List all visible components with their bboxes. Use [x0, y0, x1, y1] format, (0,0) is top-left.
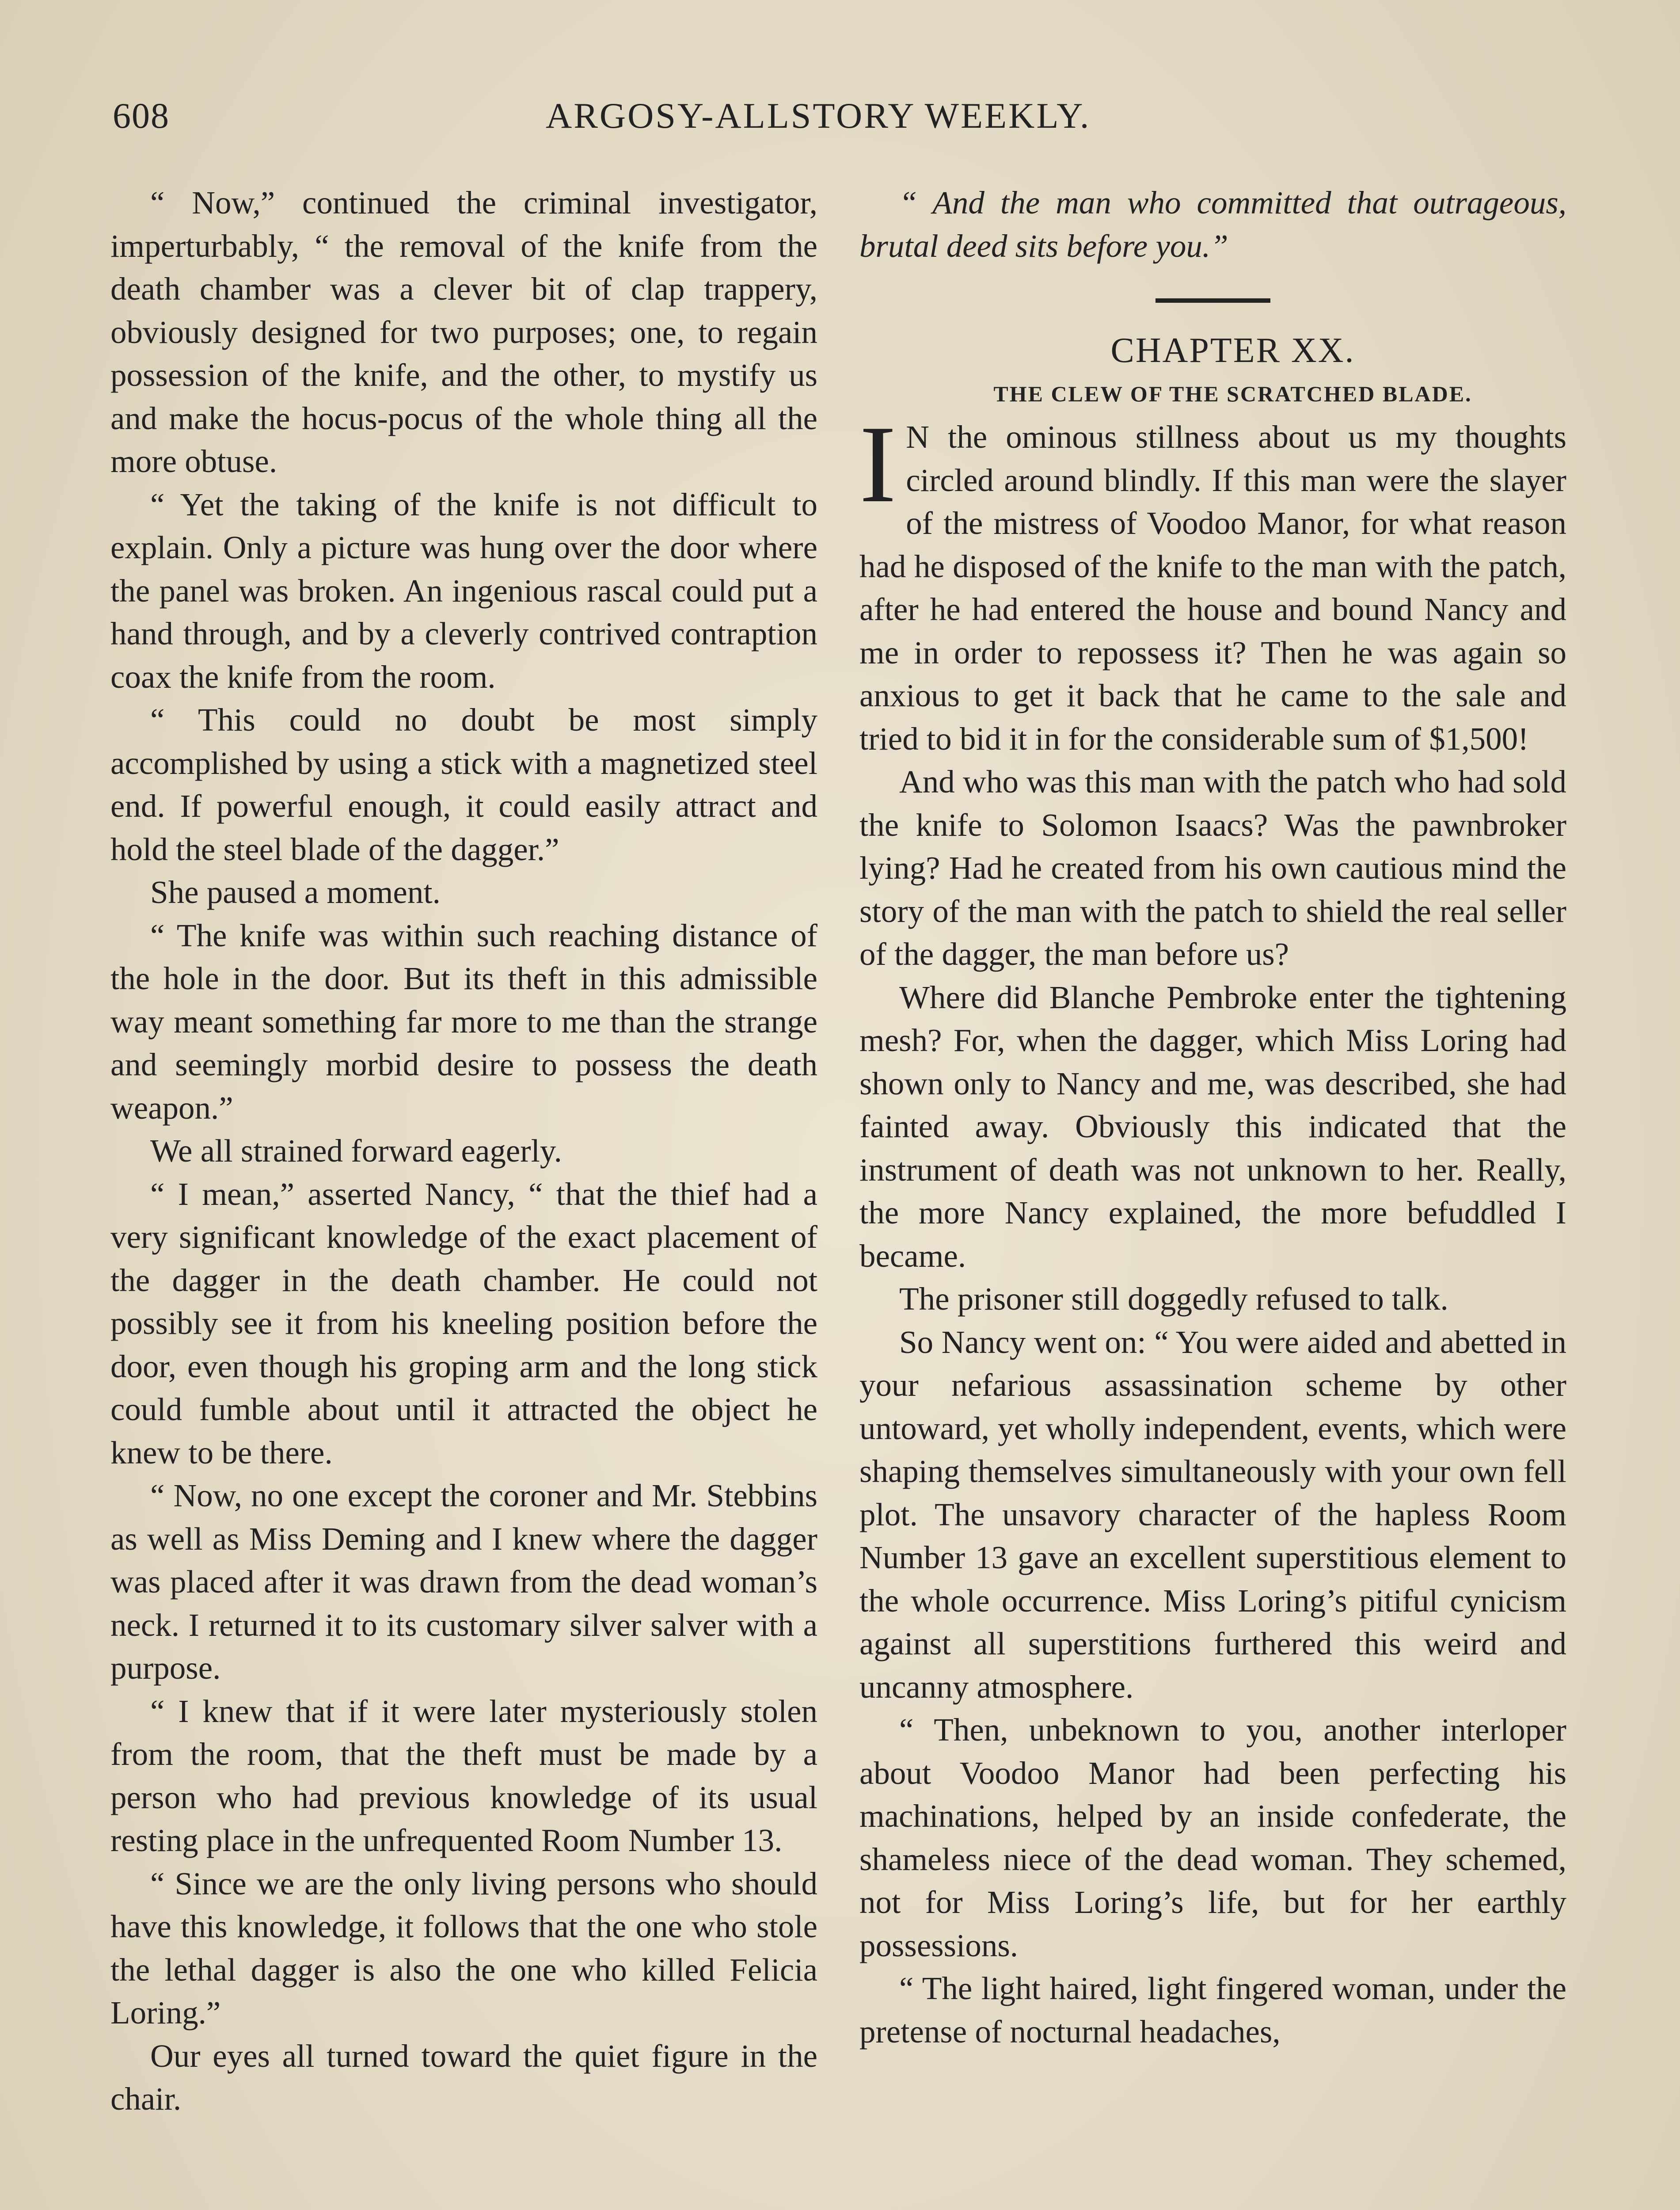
- paragraph: “ The light haired, light fingered woman, under the pretense of nocturnal headaches,: [859, 1970, 1566, 2050]
- opening-quote: “ And the man who committed that outrageous, brutal deed sits before you.”: [859, 185, 1566, 264]
- paragraph: Our eyes all turned toward the quiet figure in the chair.: [110, 2038, 817, 2117]
- left-column: [110, 181, 817, 2121]
- paragraph: “ I mean,” asserted Nancy, “ that the thief had a very significant knowledge of the exact placement of the dagger in the death chamber. He could not possibly see it from his kneeling position before the door, even though his groping arm and the long stick could fumble about until it attracted the object he knew to be there.: [110, 1176, 817, 1471]
- running-head: ARGOSY-ALLSTORY WEEKLY.: [546, 95, 1091, 136]
- section-divider: [1155, 298, 1270, 303]
- paragraph: The prisoner still doggedly refused to talk.: [899, 1281, 1448, 1317]
- chapter-subtitle: THE CLEW OF THE SCRATCHED BLADE.: [993, 381, 1472, 406]
- paragraph: “ This could no doubt be most simply accomplished by using a stick with a magnetized steel end. If powerful enough, it could easily attract and hold the steel blade of the dagger.”: [110, 702, 817, 867]
- paragraph: So Nancy went on: “ You were aided and abetted in your nefarious assassination scheme by other untoward, yet wholly independent, events, which were shaping themselves simultaneously with your own fell plot. The unsavory character of the hapless Room Number 13 gave an excellent superstitious element to the whole occurrence. Miss Loring’s pitiful cynicism against all superstitions furthered this weird and uncanny atmosphere.: [859, 1324, 1566, 1705]
- first-paragraph-text: N the ominous stillness about us my thoughts circled around blindly. If this man were the slayer of the mistress of Voodoo Manor, for what reason had he disposed of the knife to the man with the patch, after he had entered the house and bound Nancy and me in order to repossess it? Then he was again so anxious to get it back that he came to the sale and tried to bid it in for the considerable sum of $1,500!: [859, 419, 1566, 757]
- paragraph: She paused a moment.: [150, 874, 441, 910]
- paragraph: We all strained forward eagerly.: [150, 1133, 562, 1169]
- chapter-title: CHAPTER XX.: [1110, 331, 1355, 370]
- paragraph: “ The knife was within such reaching distance of the hole in the door. But its theft in this admissible way meant something far more to me than the strange and seemingly morbid desire to possess the death weapon.”: [110, 917, 817, 1126]
- page-header: [113, 95, 1571, 144]
- paragraph: “ Now, no one except the coroner and Mr. Stebbins as well as Miss Deming and I knew where the dagger was placed after it was drawn from the dead woman’s neck. I returned it to its customary silver salver with a purpose.: [110, 1478, 817, 1686]
- page-number: 608: [113, 95, 170, 136]
- drop-cap: I: [859, 403, 897, 526]
- paragraph: “ Then, unbeknown to you, another interloper about Voodoo Manor had been perfecting his machinations, helped by an inside confederate, the shameless niece of the dead woman. They schemed, not for Miss Loring’s life, but for her earthly possessions.: [859, 1712, 1566, 1963]
- paragraph: “ Now,” continued the criminal investigator, imperturbably, “ the removal of the knife from the death chamber was a clever bit of clap trappery, obviously designed for two purposes; one, to regain possession of the knife, and the other, to mystify us and make the hocus-pocus of the whole thing all the more obtuse.: [110, 185, 817, 479]
- right-column: [859, 181, 1566, 2053]
- paragraph: And who was this man with the patch who had sold the knife to Solomon Isaacs? Was the pawnbroker lying? Had he created from his own cautious mind the story of the man with the patch to shield the real seller of the dagger, the man before us?: [859, 764, 1566, 972]
- paragraph: “ Yet the taking of the knife is not difficult to explain. Only a picture was hung over the door where the panel was broken. An ingenious rascal could put a hand through, and by a cleverly contrived contraption coax the knife from the room.: [110, 486, 817, 695]
- paragraph: “ Since we are the only living persons who should have this knowledge, it follows that the one who stole the lethal dagger is also the one who killed Felicia Loring.”: [110, 1865, 817, 2031]
- first-paragraph: [859, 403, 1566, 760]
- paragraph: “ I knew that if it were later mysteriously stolen from the room, that the theft must be made by a person who had previous knowledge of its usual resting place in the unfrequented Room Number 13.: [110, 1693, 817, 1858]
- paragraph: Where did Blanche Pembroke enter the tightening mesh? For, when the dagger, which Miss Loring had shown only to Nancy and me, was described, she had fainted away. Obviously this indicated that the instrument of death was not unknown to her. Really, the more Nancy explained, the more befuddled I became.: [859, 979, 1566, 1274]
